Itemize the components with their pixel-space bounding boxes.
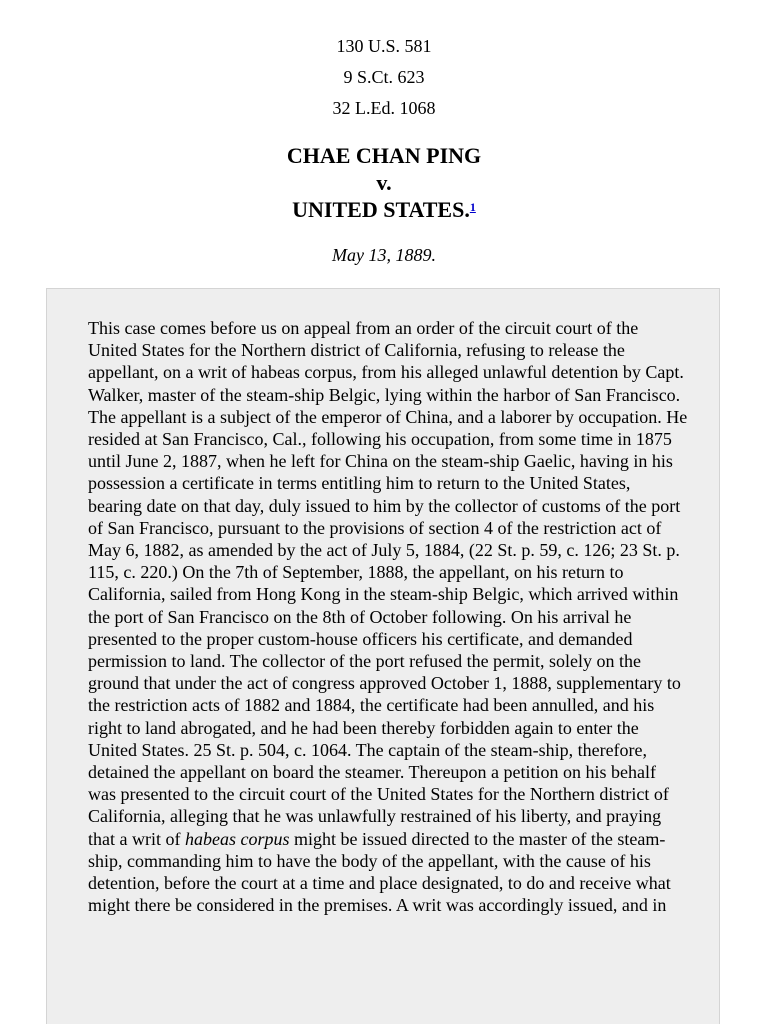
respondent-line xyxy=(0,196,768,223)
petitioner-name: CHAE CHAN PING xyxy=(286,143,482,168)
footnote-marker xyxy=(470,200,476,214)
opinion-panel xyxy=(46,288,720,1024)
opinion-italic-term: habeas corpus xyxy=(184,828,290,849)
opinion-text-part-2: might be issued directed to the master of the steam-ship, commanding him to have the body of the appellant, with the cause of his detention, before the court at a time and place designated, to do and receive what might there be considered in the premises. A writ was accordingly issued, and in xyxy=(88,828,671,916)
opinion-paragraph xyxy=(88,317,688,916)
case-title xyxy=(0,142,768,223)
opinion-text-part-1: This case comes before us on appeal from an order of the circuit court of the United States for the Northern district of California, refusing to release the appellant, on a writ of habeas corpus, from his alleged unlawful detention by Capt. Walker, master of the steam-ship Belgic, lying within the harbor of San Francisco. The appellant is a subject of the emperor of China, and a laborer by occupation. He resided at San Francisco, Cal., following his occupation, from some time in 1875 until June 2, 1887, when he left for China on the steam-ship Gaelic, having in his possession a certificate in terms entitling him to return to the United States, bearing date on that day, duly issued to him by the collector of customs of the port of San Francisco, pursuant to the provisions of section 4 of the restriction act of May 6, 1882, as amended by the act of July 5, 1884, (22 St. p. 59, c. 126; 23 St. p. 115, c. 220.) On the 7th of September, 1888, the appellant, on his return to California, sailed from Hong Kong in the steam-ship Belgic, which arrived within the port of San Francisco on the 8th of October following. On his arrival he presented to the proper custom-house officers his certificate, and demanded permission to land. The collector of the port refused the permit, solely on the ground that under the act of congress approved October 1, 1888, supplementary to the restriction acts of 1882 and 1884, the certificate had been annulled, and his right to land abrogated, and he had been thereby forbidden again to enter the United States. 25 St. p. 504, c. 1064. The captain of the steam-ship, therefore, detained the appellant on board the steamer. Thereupon a petition on his behalf was presented to the circuit court of the United States for the Northern district of California, alleging that he was unlawfully restrained of his liberty, and praying that a writ of xyxy=(88,318,688,849)
supreme-court-reporter-citation: 9 S.Ct. 623 xyxy=(343,67,425,87)
footnote-link[interactable]: 1 xyxy=(469,200,476,214)
respondent-name: UNITED STATES. xyxy=(292,197,470,222)
versus-label: v. xyxy=(376,170,392,195)
lawyers-edition-citation: 32 L.Ed. 1068 xyxy=(332,98,436,118)
citation-block xyxy=(0,33,768,126)
decision-date: May 13, 1889. xyxy=(332,245,436,265)
us-reports-citation: 130 U.S. 581 xyxy=(336,36,432,56)
